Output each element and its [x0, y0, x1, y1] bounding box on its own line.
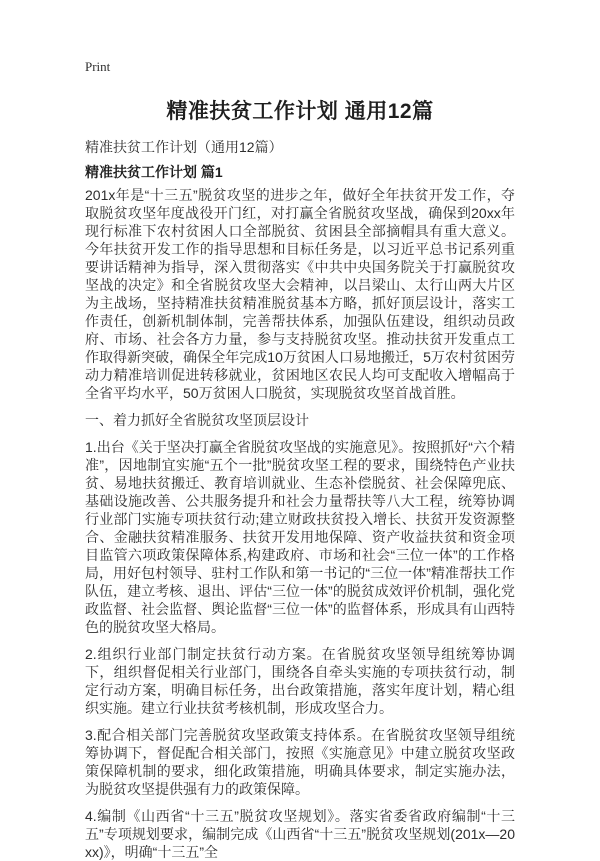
- document-subtitle: 精准扶贫工作计划（通用12篇）: [85, 139, 283, 155]
- paragraph-intro: 201x年是“十三五”脱贫攻坚的进步之年，做好全年扶贫开发工作，夺取脱贫攻坚年度战役开门红，对打赢全省脱贫攻坚战，确保到20xx年现行标准下农村贫困人口全部脱贫、贫困县全部摘帽具有重大意义。今年扶贫开发工作的指导思想和目标任务是，以习近平总书记系列重要讲话精神为指导，深入贯彻落实《中共中央国务院关于打赢脱贫攻坚战的决定》和全省脱贫攻坚大会精神，以吕梁山、太行山两大片区为主战场，坚持精准扶贫精准脱贫基本方略，抓好顶层设计，落实工作责任，创新机制体制，完善帮扶体系，加强队伍建设，组织动员政府、市场、社会各方力量，参与支持脱贫攻坚。推动扶贫开发重点工作取得新突破，确保全年完成10万贫困人口易地搬迁，5万农村贫困劳动力精准培训促进转移就业，贫困地区农民人均可支配收入增幅高于全省平均水平，50万贫困人口脱贫，实现脱贫攻坚首战首胜。: [85, 187, 515, 401]
- paragraph-2: 2.组织行业部门制定扶贫行动方案。在省脱贫攻坚领导组统筹协调下，组织督促相关行业部门，围绕各自牵头实施的专项扶贫行动，制定行动方案，明确目标任务，出台政策措施，落实年度计划，精心组织实施。建立行业扶贫考核机制，形成攻坚合力。: [85, 646, 515, 716]
- document-title: 精准扶贫工作计划 通用12篇: [166, 100, 434, 123]
- print-link[interactable]: Print: [85, 59, 111, 74]
- paragraph-3: 3.配合相关部门完善脱贫攻坚政策支持体系。在省脱贫攻坚领导组统筹协调下，督促配合相关部门，按照《实施意见》中建立脱贫攻坚政策保障机制的要求，细化政策措施，明确具体要求，制定实施办法，为脱贫攻坚提供强有力的政策保障。: [85, 727, 515, 797]
- section-heading: 一、着力抓好全省脱贫攻坚顶层设计: [85, 412, 309, 428]
- paragraph-4: 4.编制《山西省“十三五”脱贫攻坚规划》。落实省委省政府编制“十三五”专项规划要求，编制完成《山西省“十三五”脱贫攻坚规划(201x—20xx)》，明确“十三五”全: [85, 808, 515, 860]
- paragraph-1: 1.出台《关于坚决打赢全省脱贫攻坚战的实施意见》。按照抓好“六个精准”，因地制宜实施“五个一批”脱贫攻坚工程的要求，围绕特色产业扶贫、易地扶贫搬迁、教育培训就业、生态补偿脱贫、社会保障兜底、基础设施改善、公共服务提升和社会力量帮扶等八大工程，统筹协调行业部门实施专项扶贫行动;建立财政扶贫投入增长、扶贫开发资源整合、金融扶贫精准服务、扶贫开发用地保障、资产收益扶贫和资金项目监管六项政策保障体系,构建政府、市场和社会“三位一体”的工作格局，用好包村领导、驻村工作队和第一书记的“三位一体”精准帮扶工作队伍，建立考核、退出、评估“三位一体”的脱贫成效评价机制，强化党政监督、社会监督、舆论监督“三位一体”的监督体系，形成具有山西特色的脱贫攻坚大格局。: [85, 439, 515, 635]
- article-heading: 精准扶贫工作计划 篇1: [85, 164, 223, 180]
